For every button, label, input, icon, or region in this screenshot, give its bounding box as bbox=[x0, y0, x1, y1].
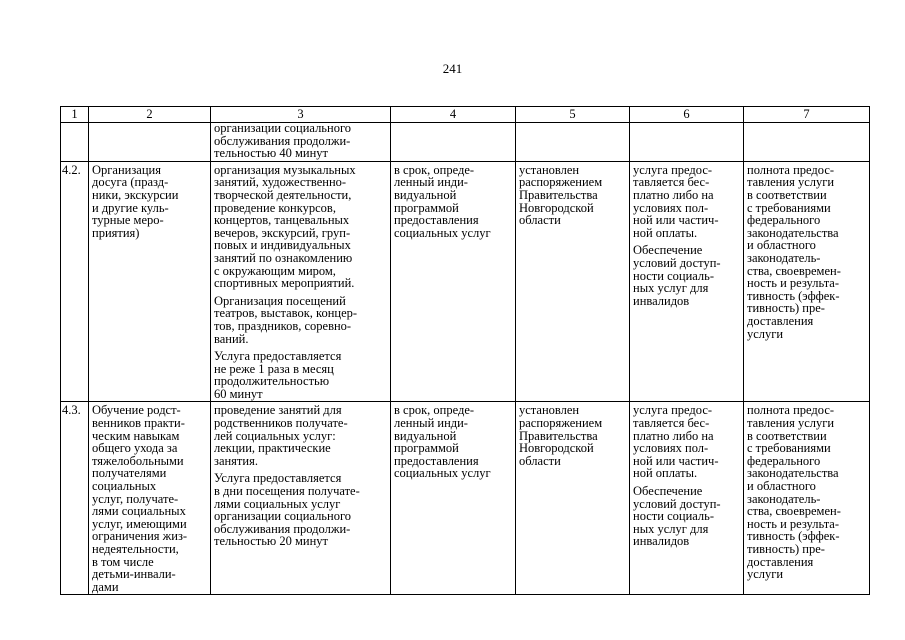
text-line: занятия. bbox=[214, 453, 258, 468]
description-paragraph bbox=[214, 350, 387, 400]
text-line: законодательства bbox=[747, 225, 839, 240]
conditions-paragraph bbox=[633, 164, 740, 240]
text-line: видуальной bbox=[394, 428, 457, 443]
text-line: услуга предос- bbox=[633, 162, 713, 177]
text-line: ность и результа- bbox=[747, 516, 840, 531]
text-line: продолжительностью bbox=[214, 374, 330, 389]
text-line: ваний. bbox=[214, 331, 249, 346]
text-line: Организация bbox=[92, 162, 161, 177]
table-row bbox=[61, 402, 870, 595]
text-line: ленный инди- bbox=[394, 416, 468, 431]
text-line: тельностью 20 минут bbox=[214, 534, 329, 549]
quality-text bbox=[747, 404, 866, 580]
text-line: платно либо на bbox=[633, 187, 714, 202]
text-line: ческим навыкам bbox=[92, 428, 180, 443]
text-line: ной или частич- bbox=[633, 453, 719, 468]
service-name-cell bbox=[89, 402, 211, 595]
text-line: Правительства bbox=[519, 428, 598, 443]
text-line: организация музыкальных bbox=[214, 162, 356, 177]
text-line: и областного bbox=[747, 238, 816, 253]
text-line: не реже 1 раза в месяц bbox=[214, 361, 334, 376]
column-header: 1 bbox=[61, 107, 89, 123]
text-line: программой bbox=[394, 441, 459, 456]
text-line: обслуживания продолжи- bbox=[214, 133, 351, 148]
term-cell bbox=[391, 161, 516, 402]
text-line: тивность (эффек- bbox=[747, 529, 840, 544]
text-line: ность и результа- bbox=[747, 276, 840, 291]
text-line: услуги bbox=[747, 326, 784, 341]
service-name-cell bbox=[89, 161, 211, 402]
text-line: Правительства bbox=[519, 187, 598, 202]
quality-cell bbox=[744, 161, 870, 402]
text-line: творческой деятельности, bbox=[214, 187, 352, 202]
text-line: общего ухода за bbox=[92, 441, 178, 456]
text-line: ной оплаты. bbox=[633, 466, 698, 481]
text-line: обслуживания продолжи- bbox=[214, 521, 351, 536]
text-line: Организация посещений bbox=[214, 293, 346, 308]
text-line: 60 минут bbox=[214, 386, 263, 401]
tariff-cell bbox=[516, 161, 630, 402]
table-row bbox=[61, 161, 870, 402]
text-line: доставления bbox=[747, 554, 814, 569]
text-line: с требованиями bbox=[747, 441, 831, 456]
text-line: и другие куль- bbox=[92, 200, 169, 215]
text-line: проведение конкурсов, bbox=[214, 200, 336, 215]
header-row bbox=[61, 107, 870, 123]
text-line: законодатель- bbox=[747, 491, 821, 506]
conditions-cell bbox=[630, 402, 744, 595]
text-line: концертов, танцевальных bbox=[214, 213, 350, 228]
tariff-text bbox=[519, 404, 626, 467]
text-line: ники, экскурсии bbox=[92, 187, 179, 202]
term-text bbox=[394, 164, 512, 240]
text-line: предоставления bbox=[394, 453, 479, 468]
service-name bbox=[92, 164, 207, 240]
text-line: ограничения жиз- bbox=[92, 529, 188, 544]
text-line: распоряжением bbox=[519, 175, 603, 190]
column-header: 6 bbox=[630, 107, 744, 123]
conditions-paragraph bbox=[633, 485, 740, 548]
text-line: проведение занятий для bbox=[214, 403, 342, 418]
continuation-text bbox=[214, 122, 387, 160]
service-description-cell bbox=[211, 161, 391, 402]
text-line: ства, своевремен- bbox=[747, 504, 841, 519]
text-line: инвалидов bbox=[633, 534, 690, 549]
text-line: тяжелобольными bbox=[92, 453, 184, 468]
text-line: ных услуг для bbox=[633, 521, 709, 536]
text-line: Новгородской bbox=[519, 441, 594, 456]
text-line: с окружающим миром, bbox=[214, 263, 336, 278]
row-number: 4.3. bbox=[61, 402, 89, 595]
text-line: ной оплаты. bbox=[633, 225, 698, 240]
text-line: дами bbox=[92, 579, 119, 594]
row-number: 4.2. bbox=[61, 161, 89, 402]
text-line: турные меро- bbox=[92, 213, 164, 228]
text-line: условиях пол- bbox=[633, 441, 709, 456]
text-line: видуальной bbox=[394, 187, 457, 202]
text-line: полнота предос- bbox=[747, 403, 835, 418]
continuation-cell bbox=[211, 123, 391, 162]
text-line: приятия) bbox=[92, 225, 140, 240]
text-line: области bbox=[519, 453, 561, 468]
description-paragraph bbox=[214, 295, 387, 345]
text-line: Услуга предоставляется bbox=[214, 349, 342, 364]
services-table bbox=[60, 106, 870, 595]
text-line: Новгородской bbox=[519, 200, 594, 215]
text-line: доставления bbox=[747, 313, 814, 328]
column-header: 2 bbox=[89, 107, 211, 123]
text-line: занятий, художественно- bbox=[214, 175, 347, 190]
text-line: повых и индивидуальных bbox=[214, 238, 351, 253]
service-name bbox=[92, 404, 207, 593]
page-number: 241 bbox=[442, 61, 463, 76]
text-line: установлен bbox=[519, 403, 580, 418]
text-line: социальных услуг bbox=[394, 466, 491, 481]
text-line: полнота предос- bbox=[747, 162, 835, 177]
column-header: 5 bbox=[516, 107, 630, 123]
tariff-cell bbox=[516, 402, 630, 595]
text-line: ной или частич- bbox=[633, 213, 719, 228]
text-line: лями социальных bbox=[92, 504, 186, 519]
conditions-paragraph bbox=[633, 404, 740, 480]
text-line: распоряжением bbox=[519, 416, 603, 431]
text-line: в дни посещения получате- bbox=[214, 484, 360, 499]
quality-text bbox=[747, 164, 866, 340]
text-line: предоставления bbox=[394, 213, 479, 228]
text-line: тавляется бес- bbox=[633, 416, 710, 431]
text-line: федерального bbox=[747, 213, 821, 228]
text-line: условиях пол- bbox=[633, 200, 709, 215]
text-line: спортивных мероприятий. bbox=[214, 276, 355, 291]
text-line: занятий по ознакомлению bbox=[214, 250, 353, 265]
text-line: услуга предос- bbox=[633, 403, 713, 418]
description-paragraph bbox=[214, 164, 387, 290]
text-line: услуг, имеющими bbox=[92, 516, 187, 531]
conditions-cell bbox=[630, 161, 744, 402]
term-text bbox=[394, 404, 512, 480]
text-line: ства, своевремен- bbox=[747, 263, 841, 278]
text-line: ных услуг для bbox=[633, 281, 709, 296]
text-line: в срок, опреде- bbox=[394, 403, 475, 418]
text-line: ности социаль- bbox=[633, 268, 715, 283]
text-line: лями социальных услуг bbox=[214, 496, 341, 511]
text-line: тивность) пре- bbox=[747, 542, 825, 556]
conditions-paragraph bbox=[633, 244, 740, 307]
text-line: венников практи- bbox=[92, 416, 185, 431]
quality-cell bbox=[744, 402, 870, 595]
text-line: инвалидов bbox=[633, 293, 690, 308]
text-line: досуга (празд- bbox=[92, 175, 169, 190]
text-line: социальных услуг bbox=[394, 225, 491, 240]
text-line: лекции, практические bbox=[214, 441, 331, 456]
text-line: в соответствии bbox=[747, 187, 827, 202]
text-line: родственников получате- bbox=[214, 416, 348, 431]
text-line: услуги bbox=[747, 567, 784, 582]
text-line: установлен bbox=[519, 162, 580, 177]
tariff-text bbox=[519, 164, 626, 227]
text-line: с требованиями bbox=[747, 200, 831, 215]
text-line: тавления услуги bbox=[747, 416, 835, 431]
service-description-cell bbox=[211, 402, 391, 595]
text-line: Обучение родст- bbox=[92, 403, 181, 418]
text-line: детьми-инвали- bbox=[92, 567, 176, 582]
text-line: программой bbox=[394, 200, 459, 215]
column-header: 7 bbox=[744, 107, 870, 123]
text-line: тавляется бес- bbox=[633, 175, 710, 190]
description-paragraph bbox=[214, 404, 387, 467]
column-header: 4 bbox=[391, 107, 516, 123]
term-cell bbox=[391, 402, 516, 595]
text-line: тивность (эффек- bbox=[747, 288, 840, 303]
text-line: ленный инди- bbox=[394, 175, 468, 190]
description-paragraph bbox=[214, 472, 387, 548]
text-line: вечеров, экскурсий, груп- bbox=[214, 225, 351, 240]
text-line: организации социального bbox=[214, 509, 352, 524]
text-line: театров, выставок, концер- bbox=[214, 306, 358, 321]
text-line: законодатель- bbox=[747, 250, 821, 265]
text-line: в соответствии bbox=[747, 428, 827, 443]
text-line: организации социального bbox=[214, 121, 352, 135]
text-line: условий доступ- bbox=[633, 255, 721, 270]
text-line: недеятельности, bbox=[92, 542, 179, 556]
column-header: 3 bbox=[211, 107, 391, 123]
text-line: законодательства bbox=[747, 466, 839, 481]
text-line: тов, праздников, соревно- bbox=[214, 318, 352, 333]
text-line: Услуга предоставляется bbox=[214, 471, 342, 486]
continuation-row bbox=[61, 123, 870, 162]
text-line: тавления услуги bbox=[747, 175, 835, 190]
text-line: услуг, получате- bbox=[92, 491, 179, 506]
text-line: тивность) пре- bbox=[747, 301, 825, 316]
text-line: платно либо на bbox=[633, 428, 714, 443]
text-line: федерального bbox=[747, 453, 821, 468]
text-line: Обеспечение bbox=[633, 243, 703, 258]
text-line: условий доступ- bbox=[633, 496, 721, 511]
text-line: социальных bbox=[92, 479, 157, 494]
text-line: получателями bbox=[92, 466, 167, 481]
text-line: тельностью 40 минут bbox=[214, 146, 329, 161]
text-line: области bbox=[519, 213, 561, 228]
text-line: в срок, опреде- bbox=[394, 162, 475, 177]
text-line: в том числе bbox=[92, 554, 154, 569]
text-line: лей социальных услуг: bbox=[214, 428, 336, 443]
text-line: ности социаль- bbox=[633, 509, 715, 524]
text-line: Обеспечение bbox=[633, 484, 703, 499]
text-line: и областного bbox=[747, 479, 816, 494]
